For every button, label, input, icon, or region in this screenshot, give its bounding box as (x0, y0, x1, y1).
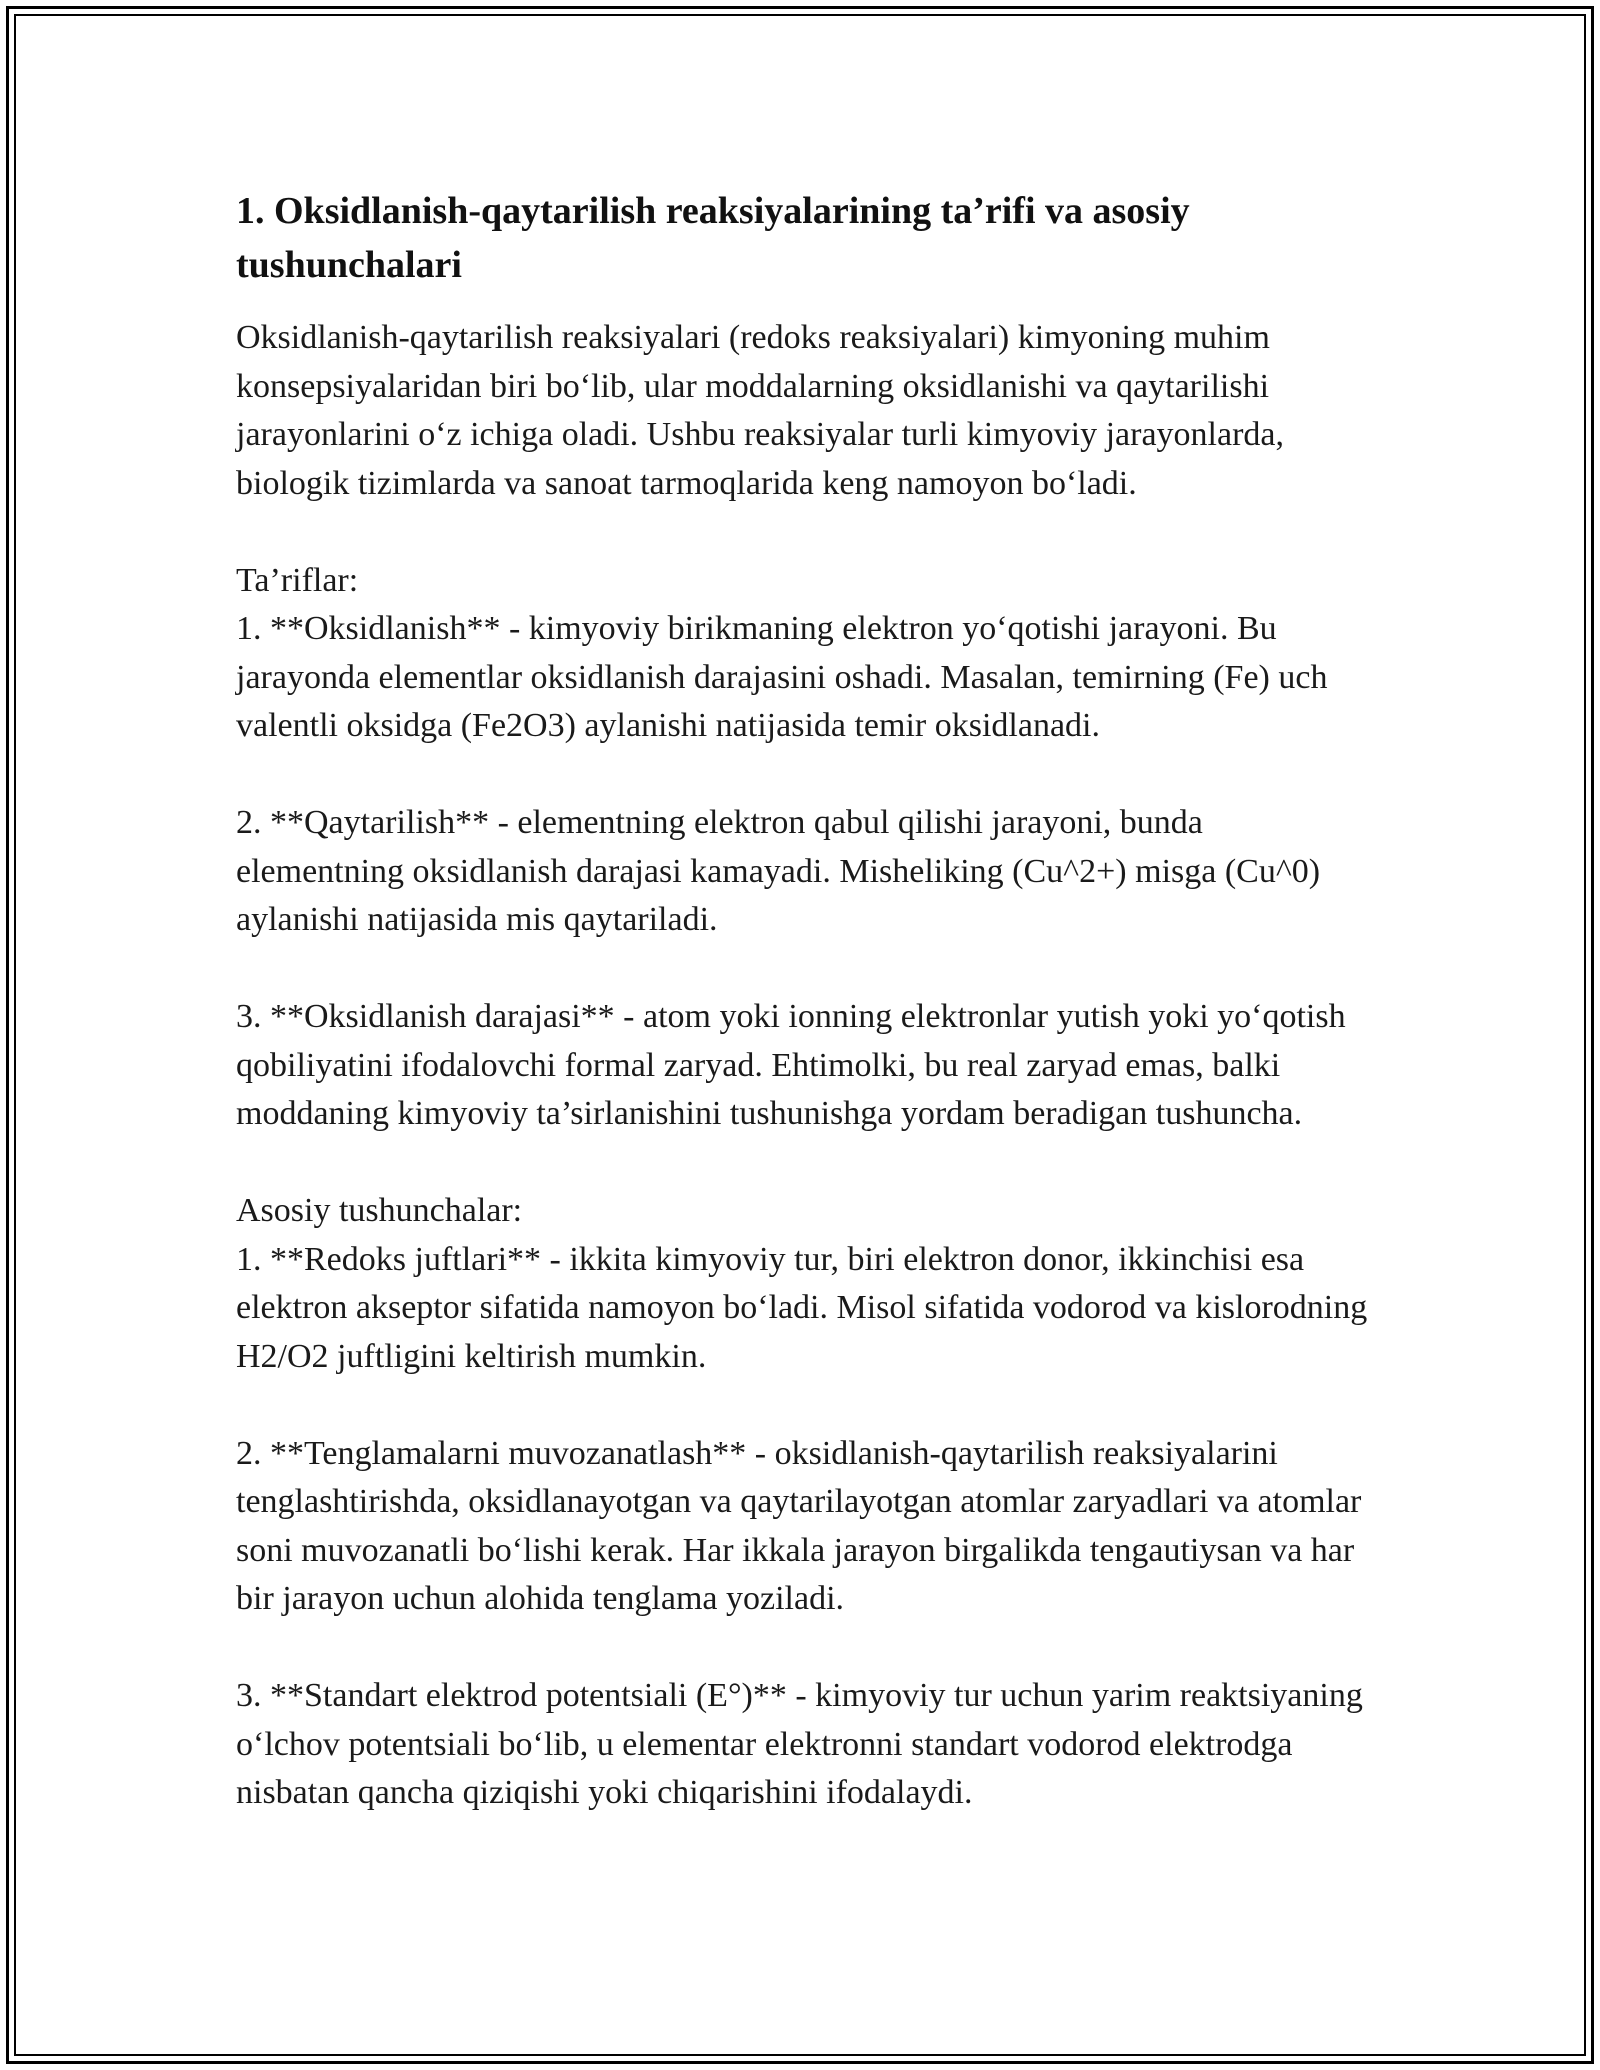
concept-item-balancing: 2. **Tenglamalarni muvozanatlash** - oksidlanish-qaytarilish reaksiyalarini tenglashtirishda, oksidlanayotgan va qaytarilayotgan atomlar zaryadlari va atomlar soni muvozanatli bo‘lishi kerak. Har ikkala jarayon birgalikda tengautiysan va har bir jarayon uchun alohida tenglama yoziladi. (236, 1434, 1370, 1617)
paragraph-gap (236, 1139, 1376, 1188)
paragraph-gap (236, 1624, 1376, 1673)
definitions-title: Ta’riflar: (236, 561, 359, 599)
document-page (236, 184, 1376, 1818)
concept-item-redox-pairs: 1. **Redoks juftlari** - ikkita kimyoviy tur, biri elektron donor, ikkinchisi esa elektron akseptor sifatida namoyon bo‘ladi. Misol sifatida vodorod va kislorodning H2/O2 juftligini keltirish mumkin. (236, 1240, 1376, 1375)
intro-paragraph: Oksidlanish-qaytarilish reaksiyalari (redoks reaksiyalari) kimyoning muhim konsepsiyalaridan biri bo‘lib, ular moddalarning oksidlanishi va qaytarilishi jarayonlarini o‘z ichiga oladi. Ushbu reaksiyalar turli kimyoviy jarayonlarda, biologik tizimlarda va sanoat tarmoqlarida keng namoyon bo‘ladi. (236, 319, 1293, 502)
definition-item-reduction: 2. **Qaytarilish** - elementning elektron qabul qilishi jarayoni, bunda elementning oksidlanish darajasi kamayadi. Misheliking (Cu^2+) misga (Cu^0) aylanishi natijasida mis qaytariladi. (236, 804, 1329, 938)
paragraph-gap (236, 751, 1376, 800)
paragraph-gap (236, 508, 1376, 557)
paragraph-gap (236, 1381, 1376, 1430)
concepts-title: Asosiy tushunchalar: (236, 1192, 523, 1229)
concept-item-electrode-potential: 3. **Standart elektrod potentsiali (E°)** - kimyoviy tur uchun yarim reaktsiyaning o‘lchov potentsiali bo‘lib, u elementar elektronni standart vodorod elektrodga nisbatan qancha qiziqishi yoki chiqarishini ifodalaydi. (236, 1677, 1372, 1811)
definition-item-oxidation: 1. **Oksidlanish** - kimyoviy birikmaning elektron yo‘qotishi jarayoni. Bu jarayonda elementlar oksidlanish darajasini oshadi. Masalan, temirning (Fe) uch valentli oksidga (Fe2O3) aylanishi natijasida temir oksidlanadi. (236, 610, 1336, 744)
definition-item-oxidation-state: 3. **Oksidlanish darajasi** - atom yoki ionning elektronlar yutish yoki yo‘qotish qobiliyatini ifodalovchi formal zaryad. Ehtimolki, bu real zaryad emas, balki moddaning kimyoviy ta’sirlanishini tushunishga yordam beradigan tushuncha. (236, 998, 1355, 1132)
section-heading: 1. Oksidlanish-qaytarilish reaksiyalarining ta’rifi va asosiy tushunchalari (236, 190, 1190, 286)
paragraph-gap (236, 945, 1376, 994)
